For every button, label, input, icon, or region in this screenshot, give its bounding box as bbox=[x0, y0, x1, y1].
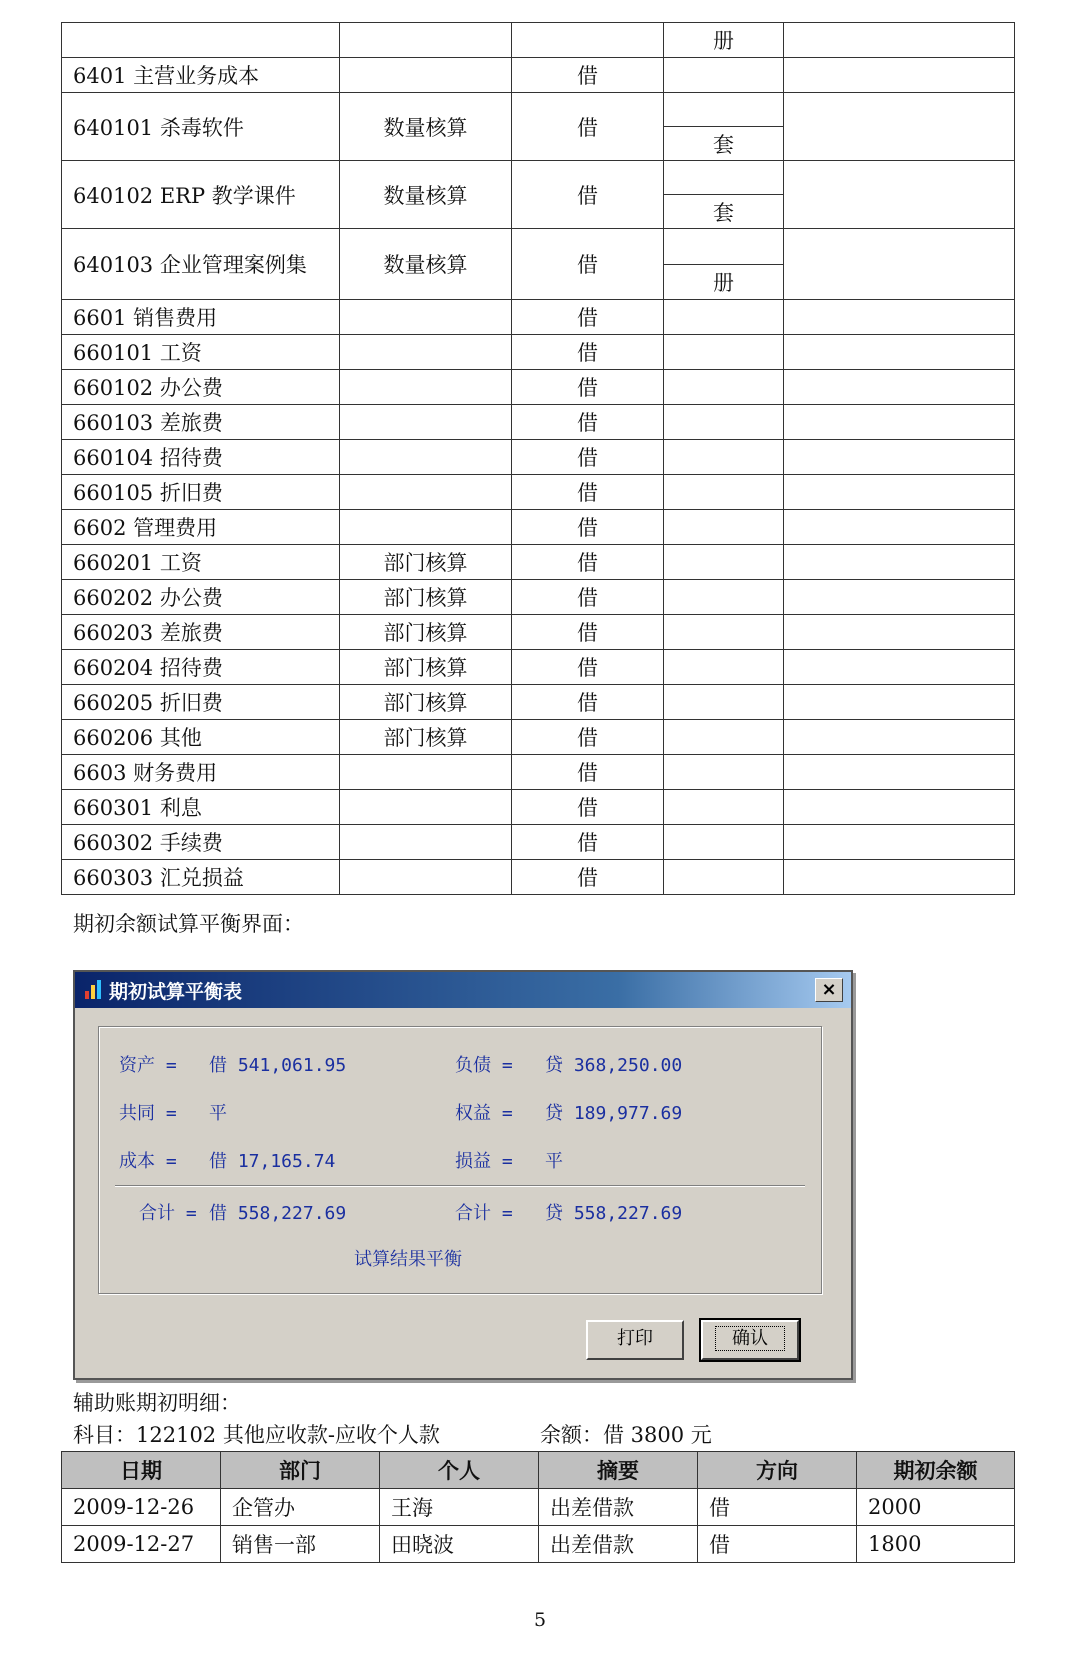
aux-accounting: 部门核算 bbox=[340, 580, 512, 615]
table-cell: 2009-12-26 bbox=[62, 1489, 221, 1526]
account-code-name: 660105 折旧费 bbox=[62, 475, 340, 510]
divider bbox=[115, 1185, 805, 1187]
result-text: 试算结果平衡 bbox=[354, 1249, 462, 1270]
measure-unit bbox=[664, 615, 784, 650]
table-cell: 企管办 bbox=[221, 1489, 380, 1526]
aux-accounting bbox=[340, 475, 512, 510]
account-row bbox=[62, 510, 1015, 545]
measure-unit: 套 bbox=[713, 132, 734, 157]
account-row bbox=[62, 720, 1015, 755]
accounts-table bbox=[61, 22, 1015, 895]
balance-direction: 借 bbox=[512, 300, 664, 335]
liability-label: 负债 = bbox=[455, 1055, 513, 1076]
measure-unit bbox=[664, 545, 784, 580]
measure-unit bbox=[664, 510, 784, 545]
table-cell: 销售一部 bbox=[221, 1526, 380, 1563]
blank-cell bbox=[784, 685, 1015, 720]
blank-cell bbox=[784, 825, 1015, 860]
trial-balance-dialog bbox=[73, 970, 853, 1380]
close-button[interactable]: × bbox=[815, 978, 843, 1002]
account-code-name: 640103 企业管理案例集 bbox=[62, 229, 340, 300]
equity-label: 权益 = bbox=[455, 1103, 513, 1124]
measure-unit bbox=[664, 405, 784, 440]
blank-cell bbox=[784, 23, 1015, 58]
print-button[interactable]: 打印 bbox=[586, 1320, 684, 1360]
balance-direction bbox=[512, 23, 664, 58]
account-code-name: 660202 办公费 bbox=[62, 580, 340, 615]
balance-direction: 借 bbox=[512, 825, 664, 860]
blank-cell bbox=[784, 615, 1015, 650]
measure-unit bbox=[664, 755, 784, 790]
account-row bbox=[62, 615, 1015, 650]
table-cell: 出差借款 bbox=[539, 1526, 698, 1563]
account-row bbox=[62, 161, 1015, 229]
total-right-label: 合计 = bbox=[455, 1203, 513, 1224]
measure-unit bbox=[664, 860, 784, 895]
column-header: 方向 bbox=[698, 1452, 857, 1489]
aux-accounting bbox=[340, 860, 512, 895]
account-code-name: 660104 招待费 bbox=[62, 440, 340, 475]
aux-accounting bbox=[340, 440, 512, 475]
account-code-name: 640102 ERP 教学课件 bbox=[62, 161, 340, 229]
aux-accounting bbox=[340, 790, 512, 825]
aux-caption: 辅助账期初明细： bbox=[73, 1391, 241, 1415]
aux-accounting: 数量核算 bbox=[340, 229, 512, 300]
dialog-titlebar[interactable] bbox=[75, 972, 851, 1008]
measure-unit bbox=[664, 440, 784, 475]
account-row bbox=[62, 23, 1015, 58]
measure-unit: 套 bbox=[713, 200, 734, 225]
balance-direction: 借 bbox=[512, 335, 664, 370]
asset-label: 资产 = bbox=[119, 1055, 177, 1076]
account-code-name: 660205 折旧费 bbox=[62, 685, 340, 720]
balance-direction: 借 bbox=[512, 440, 664, 475]
balance-direction: 借 bbox=[512, 510, 664, 545]
measure-unit bbox=[664, 370, 784, 405]
blank-cell bbox=[784, 790, 1015, 825]
asset-value: 借 541,061.95 bbox=[209, 1055, 347, 1076]
balance-direction: 借 bbox=[512, 650, 664, 685]
table-cell: 借 bbox=[698, 1526, 857, 1563]
column-header: 个人 bbox=[380, 1452, 539, 1489]
aux-accounting bbox=[340, 58, 512, 93]
balance-direction: 借 bbox=[512, 755, 664, 790]
account-code-name: 6603 财务费用 bbox=[62, 755, 340, 790]
account-code-name: 660102 办公费 bbox=[62, 370, 340, 405]
balance-direction: 借 bbox=[512, 58, 664, 93]
blank-cell bbox=[784, 860, 1015, 895]
blank-cell bbox=[784, 755, 1015, 790]
profit-loss-value: 平 bbox=[545, 1151, 563, 1172]
account-row bbox=[62, 300, 1015, 335]
blank-cell bbox=[784, 580, 1015, 615]
blank-cell bbox=[784, 335, 1015, 370]
common-value: 平 bbox=[209, 1103, 227, 1124]
aux-detail-table bbox=[61, 1451, 1015, 1563]
balance-direction: 借 bbox=[512, 790, 664, 825]
blank-cell bbox=[784, 300, 1015, 335]
common-label: 共同 = bbox=[119, 1103, 177, 1124]
measure-unit: 册 bbox=[664, 23, 784, 58]
column-header: 摘要 bbox=[539, 1452, 698, 1489]
blank-cell bbox=[784, 440, 1015, 475]
aux-accounting bbox=[340, 23, 512, 58]
blank-cell bbox=[784, 510, 1015, 545]
measure-unit bbox=[664, 335, 784, 370]
aux-accounting: 数量核算 bbox=[340, 93, 512, 161]
account-row bbox=[62, 405, 1015, 440]
equity-value: 贷 189,977.69 bbox=[545, 1103, 683, 1124]
account-row bbox=[62, 440, 1015, 475]
aux-accounting bbox=[340, 405, 512, 440]
aux-accounting: 部门核算 bbox=[340, 545, 512, 580]
account-code-name: 660103 差旅费 bbox=[62, 405, 340, 440]
table-row bbox=[62, 1489, 1015, 1526]
measure-unit bbox=[664, 300, 784, 335]
balance-direction: 借 bbox=[512, 370, 664, 405]
aux-accounting: 数量核算 bbox=[340, 161, 512, 229]
measure-unit bbox=[664, 685, 784, 720]
measure-unit bbox=[664, 720, 784, 755]
aux-accounting bbox=[340, 755, 512, 790]
table-cell: 2009-12-27 bbox=[62, 1526, 221, 1563]
aux-accounting bbox=[340, 300, 512, 335]
balance-direction: 借 bbox=[512, 405, 664, 440]
measure-unit: 册 bbox=[713, 270, 734, 295]
blank-cell bbox=[784, 161, 1015, 229]
account-row bbox=[62, 580, 1015, 615]
account-code-name: 660301 利息 bbox=[62, 790, 340, 825]
account-row bbox=[62, 229, 1015, 300]
total-left-value: 借 558,227.69 bbox=[209, 1203, 347, 1224]
trial-caption: 期初余额试算平衡界面： bbox=[73, 912, 304, 936]
account-code-name: 660201 工资 bbox=[62, 545, 340, 580]
total-right-value: 贷 558,227.69 bbox=[545, 1203, 683, 1224]
account-code-name: 6602 管理费用 bbox=[62, 510, 340, 545]
table-cell: 1800 bbox=[857, 1526, 1015, 1563]
balance-direction: 借 bbox=[512, 161, 664, 229]
table-cell: 王海 bbox=[380, 1489, 539, 1526]
account-code-name: 660302 手续费 bbox=[62, 825, 340, 860]
total-left-label: 合计 = bbox=[139, 1203, 197, 1224]
balance-line: 余额：借 3800 元 bbox=[540, 1423, 712, 1447]
cost-label: 成本 = bbox=[119, 1151, 177, 1172]
account-code-name bbox=[62, 23, 340, 58]
balance-direction: 借 bbox=[512, 615, 664, 650]
unit-cell bbox=[664, 161, 784, 229]
blank-cell bbox=[784, 93, 1015, 161]
subject-line: 科目：122102 其他应收款-应收个人款 bbox=[73, 1423, 440, 1447]
account-code-name: 6601 销售费用 bbox=[62, 300, 340, 335]
balance-direction: 借 bbox=[512, 720, 664, 755]
aux-accounting bbox=[340, 825, 512, 860]
column-header: 部门 bbox=[221, 1452, 380, 1489]
aux-accounting bbox=[340, 370, 512, 405]
table-row bbox=[62, 1526, 1015, 1563]
blank-cell bbox=[784, 475, 1015, 510]
account-row bbox=[62, 825, 1015, 860]
aux-accounting: 部门核算 bbox=[340, 650, 512, 685]
blank-cell bbox=[784, 650, 1015, 685]
blank-cell bbox=[784, 720, 1015, 755]
balance-direction: 借 bbox=[512, 545, 664, 580]
blank-cell bbox=[784, 545, 1015, 580]
account-code-name: 6401 主营业务成本 bbox=[62, 58, 340, 93]
account-row bbox=[62, 475, 1015, 510]
measure-unit bbox=[664, 650, 784, 685]
account-row bbox=[62, 790, 1015, 825]
account-code-name: 660203 差旅费 bbox=[62, 615, 340, 650]
aux-accounting bbox=[340, 510, 512, 545]
account-row bbox=[62, 860, 1015, 895]
ok-button[interactable] bbox=[701, 1320, 799, 1360]
balance-direction: 借 bbox=[512, 93, 664, 161]
account-row bbox=[62, 93, 1015, 161]
account-row bbox=[62, 685, 1015, 720]
aux-accounting: 部门核算 bbox=[340, 720, 512, 755]
measure-unit bbox=[664, 475, 784, 510]
balance-panel bbox=[98, 1026, 822, 1294]
cost-value: 借 17,165.74 bbox=[209, 1151, 336, 1172]
aux-accounting bbox=[340, 335, 512, 370]
account-code-name: 660303 汇兑损益 bbox=[62, 860, 340, 895]
account-row bbox=[62, 335, 1015, 370]
balance-direction: 借 bbox=[512, 229, 664, 300]
table-cell: 出差借款 bbox=[539, 1489, 698, 1526]
measure-unit bbox=[664, 580, 784, 615]
page-number: 5 bbox=[533, 1609, 547, 1631]
account-code-name: 660206 其他 bbox=[62, 720, 340, 755]
profit-loss-label: 损益 = bbox=[455, 1151, 513, 1172]
dialog-title: 期初试算平衡表 bbox=[109, 980, 243, 1003]
measure-unit bbox=[664, 825, 784, 860]
account-row bbox=[62, 58, 1015, 93]
table-cell: 2000 bbox=[857, 1489, 1015, 1526]
account-code-name: 660101 工资 bbox=[62, 335, 340, 370]
account-row bbox=[62, 370, 1015, 405]
account-code-name: 660204 招待费 bbox=[62, 650, 340, 685]
account-row bbox=[62, 545, 1015, 580]
table-cell: 田晓波 bbox=[380, 1526, 539, 1563]
blank-cell bbox=[784, 58, 1015, 93]
column-header: 日期 bbox=[62, 1452, 221, 1489]
blank-cell bbox=[784, 370, 1015, 405]
unit-cell bbox=[664, 93, 784, 161]
liability-value: 贷 368,250.00 bbox=[545, 1055, 683, 1076]
column-header: 期初余额 bbox=[857, 1452, 1015, 1489]
balance-direction: 借 bbox=[512, 580, 664, 615]
ok-button-label: 确认 bbox=[715, 1326, 785, 1351]
blank-cell bbox=[784, 229, 1015, 300]
balance-direction: 借 bbox=[512, 685, 664, 720]
blank-cell bbox=[784, 405, 1015, 440]
measure-unit bbox=[664, 58, 784, 93]
measure-unit bbox=[664, 790, 784, 825]
balance-direction: 借 bbox=[512, 475, 664, 510]
account-row bbox=[62, 755, 1015, 790]
account-row bbox=[62, 650, 1015, 685]
aux-accounting: 部门核算 bbox=[340, 685, 512, 720]
balance-direction: 借 bbox=[512, 860, 664, 895]
chart-app-icon bbox=[83, 979, 103, 1001]
account-code-name: 640101 杀毒软件 bbox=[62, 93, 340, 161]
table-cell: 借 bbox=[698, 1489, 857, 1526]
aux-accounting: 部门核算 bbox=[340, 615, 512, 650]
unit-cell bbox=[664, 229, 784, 300]
